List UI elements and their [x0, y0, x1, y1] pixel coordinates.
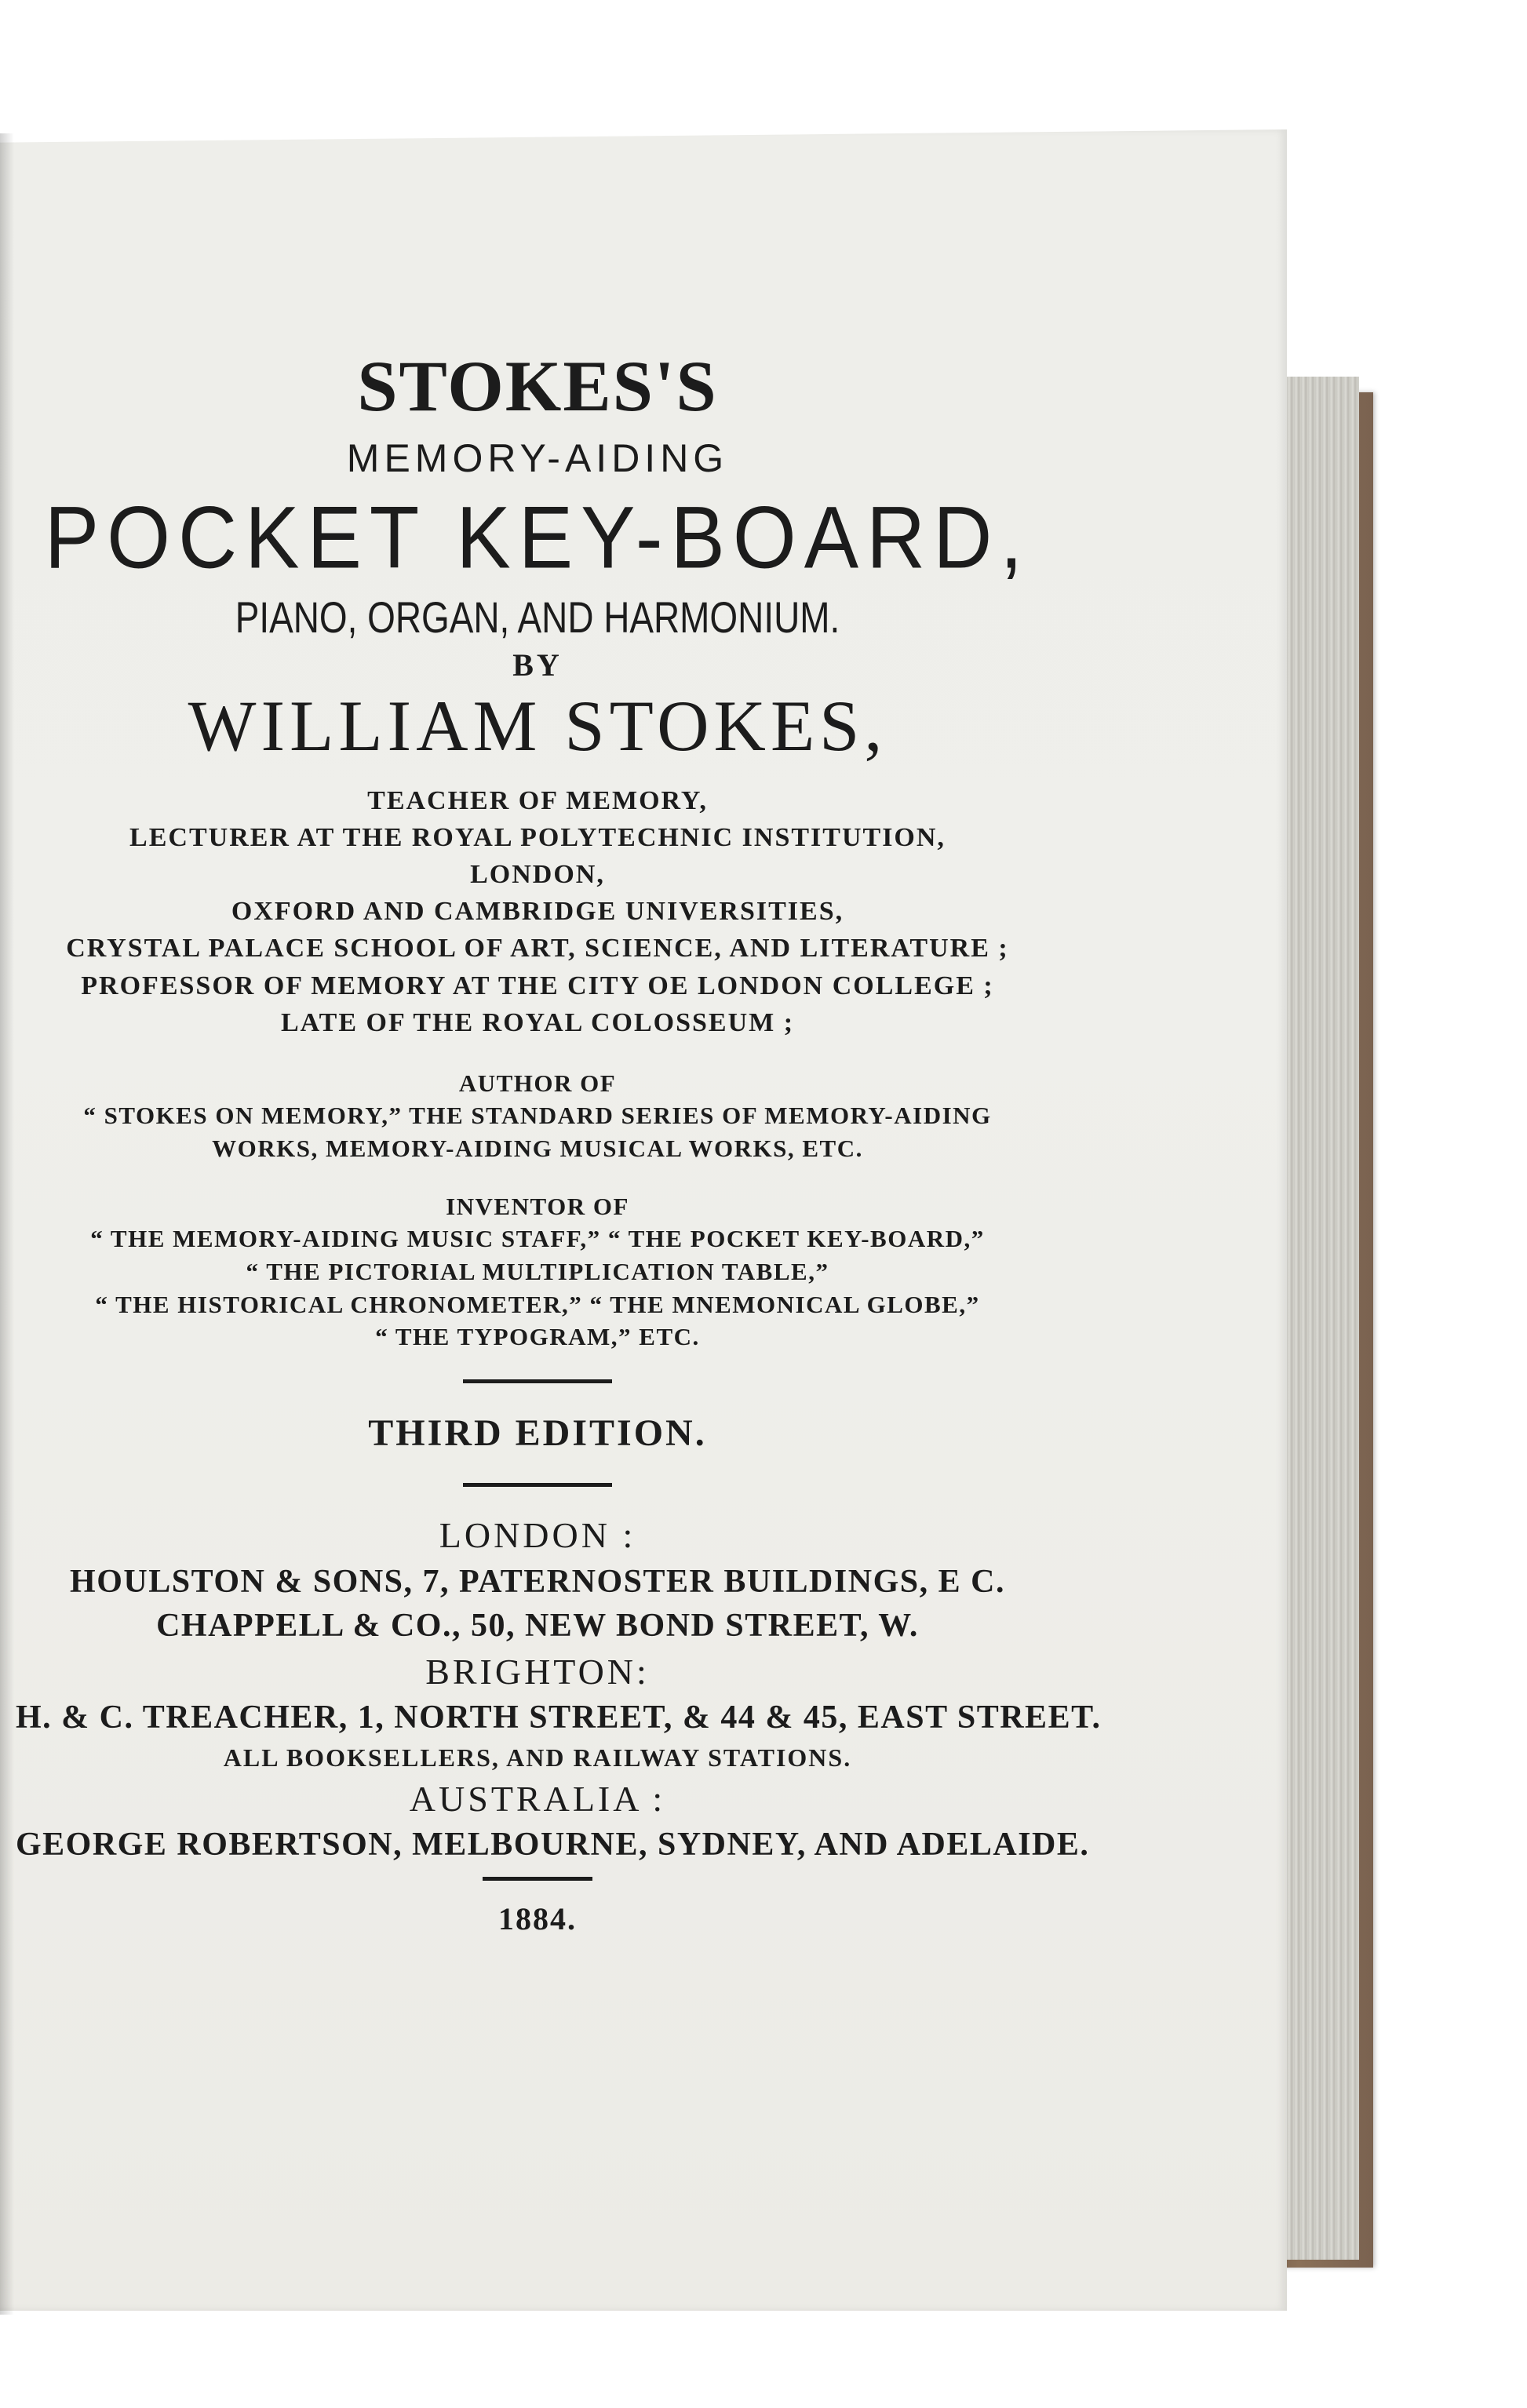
works-line: AUTHOR OF — [458, 1069, 617, 1097]
publishers-block — [16, 1515, 1102, 1864]
works-line: “ STOKES ON MEMORY,” THE STANDARD SERIES OF MEMORY-AIDING — [83, 1102, 992, 1130]
author-credentials — [16, 785, 1059, 1038]
edition-label: THIRD EDITION. — [368, 1412, 707, 1454]
book-main-title: POCKET KEY-BOARD, — [44, 489, 1031, 588]
by-line: BY — [512, 647, 563, 683]
author-name: WILLIAM STOKES, — [188, 686, 887, 767]
book-subtitle: MEMORY-AIDING — [346, 435, 729, 480]
publisher-line: H. & C. TREACHER, 1, NORTH STREET, & 44 & 45, EAST STREET. — [16, 1699, 1102, 1736]
instruments-line: PIANO, ORGAN, AND HARMONIUM. — [235, 592, 840, 642]
publisher-line: GEORGE ROBERTSON, MELBOURNE, SYDNEY, AND ADELAIDE. — [16, 1827, 1090, 1863]
publisher-line: HOULSTON & SONS, 7, PATERNOSTER BUILDINGS, E C. — [70, 1563, 1005, 1600]
publisher-line: ALL BOOKSELLERS, AND RAILWAY STATIONS. — [223, 1743, 852, 1772]
credential-line: OXFORD AND CAMBRIDGE UNIVERSITIES, — [231, 897, 844, 927]
publisher-city-london: LONDON : — [439, 1515, 636, 1556]
divider-rule — [463, 1379, 612, 1383]
title-page-content — [16, 345, 1102, 1937]
publisher-line: CHAPPELL & CO., 50, NEW BOND STREET, W. — [156, 1608, 919, 1645]
credential-line: LATE OF THE ROYAL COLOSSEUM ; — [280, 1007, 795, 1037]
invention-line: “ THE TYPOGRAM,” ETC. — [375, 1323, 700, 1351]
publication-year: 1884. — [498, 1900, 577, 1936]
credential-line: PROFESSOR OF MEMORY AT THE CITY OE LONDON COLLEGE ; — [81, 971, 994, 1000]
spine-shadow — [0, 133, 14, 2315]
invention-line: “ THE MEMORY-AIDING MUSIC STAFF,” “ THE POCKET KEY-BOARD,” — [90, 1225, 985, 1253]
author-of-block — [16, 1069, 1059, 1163]
credential-line: TEACHER OF MEMORY, — [367, 786, 708, 816]
publisher-city-australia: AUSTRALIA : — [409, 1778, 666, 1819]
book-title: STOKES'S — [357, 346, 718, 426]
publisher-city-brighton: BRIGHTON: — [425, 1651, 650, 1692]
invention-line: “ THE PICTORIAL MULTIPLICATION TABLE,” — [246, 1257, 829, 1285]
credential-line: LONDON, — [470, 860, 605, 890]
invention-line: INVENTOR OF — [446, 1192, 629, 1220]
inventor-of-block — [16, 1193, 1059, 1351]
invention-line: “ THE HISTORICAL CHRONOMETER,” “ THE MNEMONICAL GLOBE,” — [95, 1290, 980, 1318]
credential-line: CRYSTAL PALACE SCHOOL OF ART, SCIENCE, AND LITERATURE ; — [66, 934, 1009, 964]
divider-rule — [483, 1877, 592, 1881]
works-line: WORKS, MEMORY-AIDING MUSICAL WORKS, ETC. — [212, 1135, 863, 1163]
divider-rule — [463, 1483, 612, 1487]
credential-line: LECTURER AT THE ROYAL POLYTECHNIC INSTITUTION, — [129, 823, 946, 853]
